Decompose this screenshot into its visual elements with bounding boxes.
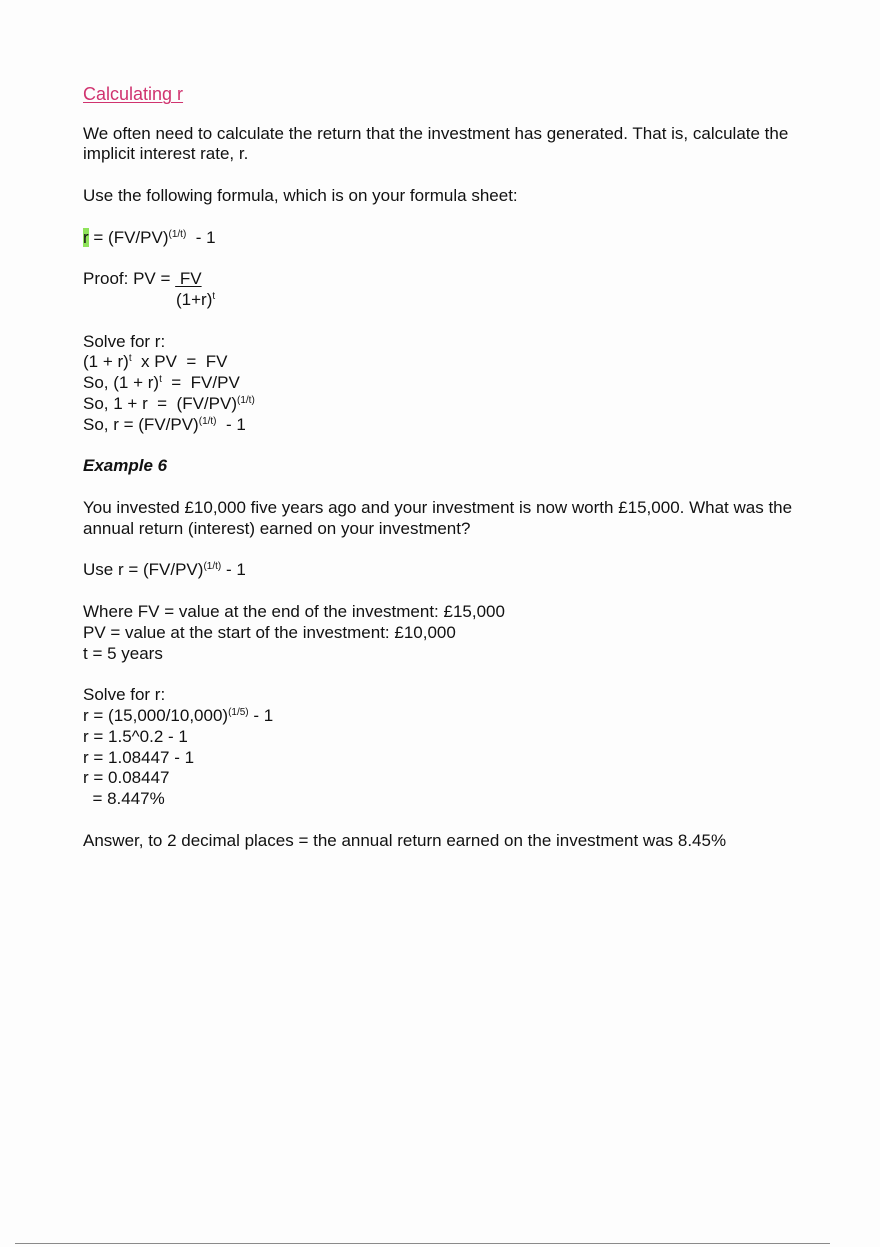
solve-step-1 [83,352,823,373]
spacer [83,581,823,602]
formula-exponent: (1/t) [168,228,187,240]
formula-intro: Use the following formula, which is on your formula sheet: [83,185,518,205]
example-step-3: r = 1.08447 - 1 [83,747,195,767]
example-step-1-exp: (1/5) [228,706,249,718]
example-step-5: = 8.447% [83,789,165,809]
spacer [83,207,823,228]
spacer [83,248,823,269]
solve-step-3-exp: (1/t) [237,394,255,406]
heading-line [83,82,823,103]
solve-step-4-b: - 1 [216,414,246,434]
use-formula-a: Use r = (FV/PV) [83,560,204,580]
proof-numerator: FV [175,269,202,289]
intro-paragraph: We often need to calculate the return that the investment has generated. That is, calculate the implicit interest rate, r. [83,123,789,164]
highlighted-r: r [83,227,89,247]
spacer [83,664,823,685]
formula-rhs: = (FV/PV) [88,227,169,247]
solve-step-1-b: x PV = FV [131,352,228,372]
spacer [83,540,823,561]
spacer [83,810,823,831]
example-step-4: r = 0.08447 [83,768,170,788]
proof-denominator-line [83,290,823,311]
use-formula-exp: (1/t) [203,561,222,573]
example-step-2: r = 1.5^0.2 - 1 [83,726,188,746]
example-step-1-b: - 1 [248,705,274,725]
proof-denominator-exponent: t [212,290,216,302]
solve-step-2-exp: t [159,374,162,386]
solve-step-2 [83,373,823,394]
use-formula-b: - 1 [221,560,246,580]
example-title: Example 6 [83,456,168,476]
spacer [83,103,823,124]
solve-step-2-a: So, (1 + r) [83,373,160,393]
spacer [83,477,823,498]
solve-step-1-exp: t [128,353,132,365]
solve-step-3-a: So, 1 + r = (FV/PV) [83,393,237,413]
example-solve-label: Solve for r: [83,685,166,705]
solve-step-4 [83,415,823,436]
proof-denominator: (1+r) [176,289,213,309]
footer-divider [15,1243,830,1244]
solve-step-2-b: = FV/PV [161,373,240,393]
solve-step-4-a: So, r = (FV/PV) [83,414,199,434]
document-page [83,82,823,851]
solve-step-4-exp: (1/t) [198,415,217,427]
solve-step-3 [83,394,823,415]
where-t: t = 5 years [83,643,163,663]
proof-label: Proof: PV = [83,269,176,289]
solve-step-1-a: (1 + r) [83,352,129,372]
proof-line [83,269,823,290]
example-answer: Answer, to 2 decimal places = the annual return earned on the investment was 8.45% [83,830,727,850]
formula-tail: - 1 [186,227,216,247]
solve-label: Solve for r: [83,331,166,351]
main-formula [83,228,823,249]
section-heading: Calculating r [83,84,184,104]
example-use-formula [83,560,823,581]
spacer [83,311,823,332]
example-question: You invested £10,000 five years ago and your investment is now worth £15,000. What was the annual return (interest) earned on your investment? [83,497,793,538]
example-step-1 [83,706,823,727]
spacer [83,436,823,457]
spacer [83,165,823,186]
example-step-1-a: r = (15,000/10,000) [83,705,229,725]
where-fv: Where FV = value at the end of the investment: £15,000 [83,601,505,621]
where-pv: PV = value at the start of the investment: £10,000 [83,622,456,642]
